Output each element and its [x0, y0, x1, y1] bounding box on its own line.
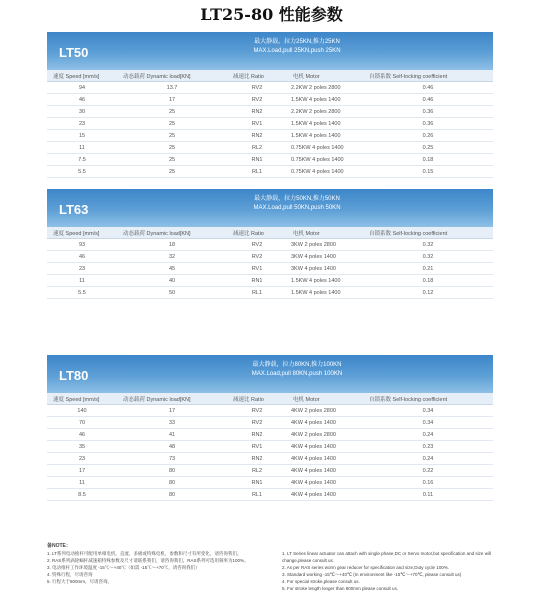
table-row — [47, 489, 493, 501]
table-row — [47, 275, 493, 287]
cell-motor: 3KW 2 poles 2800 — [291, 241, 336, 248]
cell-load: 17 — [168, 407, 176, 414]
cell-motor: 4KW 4 poles 1400 — [291, 467, 336, 474]
cell-load: 33 — [168, 419, 176, 426]
table-header-banner — [47, 355, 493, 393]
cell-motor: 0.75KW 4 poles 1400 — [291, 144, 344, 151]
cell-coefficient: 0.26 — [422, 132, 434, 139]
cell-load: 80 — [168, 479, 176, 486]
cell-motor: 4KW 2 poles 2800 — [291, 431, 336, 438]
cell-motor: 0.75KW 4 poles 1400 — [291, 168, 344, 175]
max-load-cn: 最大静载，拉力50KN,推力50KN — [254, 196, 340, 202]
note-item: 3. 电动推杆工作环境温度 -15℃～+40℃（如需 -15℃～+70℃，请咨询我们） — [47, 565, 200, 570]
cell-coefficient: 0.24 — [422, 431, 434, 438]
cell-speed: 70 — [78, 419, 86, 426]
cell-speed: 140 — [77, 407, 87, 414]
cell-coefficient: 0.15 — [422, 168, 434, 175]
table-header-banner — [47, 189, 493, 227]
spec-table-lt80 — [47, 355, 493, 501]
column-headers — [47, 393, 493, 405]
header-coefficient: 自锁系数 Self-locking coefficient — [369, 230, 448, 237]
table-row — [47, 429, 493, 441]
table-row — [47, 263, 493, 275]
spec-table-lt63 — [47, 189, 493, 299]
header-load: 动态载荷 Dynamic load[KN] — [123, 396, 191, 403]
table-row — [47, 94, 493, 106]
cell-coefficient: 0.36 — [422, 108, 434, 115]
cell-load: 40 — [168, 277, 176, 284]
header-motor: 电机 Motor — [293, 230, 320, 237]
cell-ratio: RV2 — [251, 241, 263, 248]
cell-speed: 46 — [78, 96, 86, 103]
cell-speed: 23 — [78, 265, 86, 272]
cell-ratio: RV1 — [251, 120, 263, 127]
cell-load: 50 — [168, 289, 176, 296]
table-body — [47, 239, 493, 299]
cell-ratio: RL2 — [251, 467, 263, 474]
max-load-cn: 最大静载，拉力25KN,推力25KN — [254, 39, 340, 45]
header-load: 动态载荷 Dynamic load[KN] — [123, 73, 191, 80]
header-motor: 电机 Motor — [293, 73, 320, 80]
cell-load: 13.7 — [166, 84, 178, 91]
cell-speed: 23 — [78, 455, 86, 462]
cell-coefficient: 0.24 — [422, 455, 434, 462]
header-coefficient: 自锁系数 Self-locking coefficient — [369, 396, 448, 403]
table-body — [47, 82, 493, 178]
note-item: 5. For stroke length longer than 800mm please consult us. — [282, 586, 399, 591]
note-item: 1. LT Series linear actuator can attach with single phase,DC or Servo motor,but specification and size will change,please consult us. — [282, 551, 491, 563]
cell-load: 32 — [168, 253, 176, 260]
note-item: 2. RAS系列涡轮蜗杆减速箱特殊参数及尺寸请联系我们，请咨询我们，RAS系列可选用频率为100%。 — [47, 558, 249, 563]
cell-ratio: RL2 — [251, 144, 263, 151]
cell-coefficient: 0.22 — [422, 467, 434, 474]
header-ratio: 减速比 Ratio — [233, 73, 264, 80]
cell-motor: 1.5KW 4 poles 1400 — [291, 277, 341, 284]
table-header-banner — [47, 32, 493, 70]
header-speed: 速度 Speed [mm/s] — [53, 230, 100, 237]
cell-load: 25 — [168, 120, 176, 127]
table-row — [47, 465, 493, 477]
model-name: LT50 — [59, 45, 89, 60]
cell-motor: 3KW 4 poles 1400 — [291, 253, 336, 260]
note-item: 5. 行程大于800mm，尽请咨询。 — [47, 579, 113, 584]
cell-ratio: RV2 — [251, 419, 263, 426]
cell-coefficient: 0.32 — [422, 253, 434, 260]
cell-speed: 8.5 — [78, 491, 86, 498]
table-row — [47, 477, 493, 489]
header-speed: 速度 Speed [mm/s] — [53, 73, 100, 80]
cell-ratio: RN1 — [251, 156, 263, 163]
cell-ratio: RV2 — [251, 96, 263, 103]
cell-load: 25 — [168, 132, 176, 139]
cell-motor: 1.5KW 4 poles 1400 — [291, 96, 341, 103]
cell-motor: 4KW 4 poles 1400 — [291, 479, 336, 486]
table-row — [47, 82, 493, 94]
cell-speed: 5.5 — [78, 168, 86, 175]
cell-coefficient: 0.11 — [422, 491, 434, 498]
cell-coefficient: 0.34 — [422, 407, 434, 414]
header-ratio: 减速比 Ratio — [233, 230, 264, 237]
cell-load: 25 — [168, 108, 176, 115]
note-item: 1. LT系列电动推杆可配用单相电机，直流、多极或特殊电机，参数和尺寸有所变化，请咨询我们。 — [47, 551, 242, 556]
cell-motor: 1.5KW 4 poles 1400 — [291, 132, 341, 139]
cell-ratio: RV1 — [251, 265, 263, 272]
max-load-en: MAX.Load,pull 80KN,push 100KN — [251, 371, 343, 377]
cell-ratio: RN2 — [251, 431, 263, 438]
page-title: LT25-80 性能参数 — [200, 5, 343, 24]
cell-ratio: RN2 — [251, 132, 263, 139]
cell-coefficient: 0.18 — [422, 156, 434, 163]
cell-motor: 4KW 4 poles 1400 — [291, 491, 336, 498]
header-speed: 速度 Speed [mm/s] — [53, 396, 100, 403]
note-item: 2. As per RAS series worm gear reducer for specification and size,Duty cycle 100%. — [282, 565, 450, 570]
spec-table-lt50 — [47, 32, 493, 178]
cell-speed: 23 — [78, 120, 86, 127]
cell-coefficient: 0.36 — [422, 120, 434, 127]
cell-coefficient: 0.16 — [422, 479, 434, 486]
table-row — [47, 405, 493, 417]
cell-coefficient: 0.12 — [422, 289, 434, 296]
max-load-en: MAX.Load,pull 50KN,push 50KN — [253, 205, 341, 211]
cell-coefficient: 0.32 — [422, 241, 434, 248]
table-row — [47, 130, 493, 142]
cell-speed: 7.5 — [78, 156, 86, 163]
cell-coefficient: 0.21 — [422, 265, 434, 272]
cell-speed: 11 — [79, 479, 85, 486]
cell-speed: 93 — [78, 241, 86, 248]
table-row — [47, 166, 493, 178]
table-body — [47, 405, 493, 501]
cell-coefficient: 0.46 — [422, 96, 434, 103]
notes-title: 备NOTE： — [47, 543, 71, 549]
cell-speed: 5.5 — [78, 289, 86, 296]
cell-speed: 11 — [79, 277, 85, 284]
cell-motor: 2.2KW 2 poles 2800 — [291, 84, 341, 91]
table-row — [47, 441, 493, 453]
header-motor: 电机 Motor — [293, 396, 320, 403]
cell-speed: 46 — [78, 253, 86, 260]
column-headers — [47, 227, 493, 239]
model-name: LT80 — [59, 368, 89, 383]
cell-ratio: RV2 — [251, 84, 263, 91]
table-row — [47, 106, 493, 118]
cell-coefficient: 0.18 — [422, 277, 434, 284]
column-headers — [47, 70, 493, 82]
table-row — [47, 142, 493, 154]
cell-load: 48 — [168, 443, 176, 450]
cell-coefficient: 0.34 — [422, 419, 434, 426]
cell-ratio: RN1 — [251, 479, 263, 486]
max-load-en: MAX.Load,pull 25KN,push 25KN — [253, 48, 341, 54]
note-item: 4. For special stroke,please consult us. — [282, 579, 360, 584]
note-item: 4. 特殊行程，尽请咨询 — [47, 572, 93, 577]
max-load-cn: 最大静载，拉力80KN,推力100KN — [252, 362, 342, 368]
cell-coefficient: 0.23 — [422, 443, 434, 450]
cell-ratio: RN1 — [251, 277, 263, 284]
cell-load: 25 — [168, 144, 176, 151]
cell-speed: 35 — [78, 443, 86, 450]
cell-coefficient: 0.46 — [422, 84, 434, 91]
note-item: 3. Standard working -15℃～+40℃ (In environment like -15℃～+70℃, please consult us) — [282, 572, 462, 577]
cell-motor: 4KW 4 poles 1400 — [291, 443, 336, 450]
cell-speed: 17 — [78, 467, 86, 474]
notes-chinese — [47, 550, 272, 592]
table-row — [47, 251, 493, 263]
cell-ratio: RV2 — [251, 253, 263, 260]
cell-load: 80 — [168, 467, 176, 474]
cell-load: 25 — [168, 168, 176, 175]
cell-load: 17 — [168, 96, 176, 103]
cell-speed: 94 — [78, 84, 86, 91]
notes-english — [282, 550, 507, 592]
table-row — [47, 417, 493, 429]
cell-motor: 3KW 4 poles 1400 — [291, 265, 336, 272]
cell-speed: 46 — [78, 431, 86, 438]
model-name: LT63 — [59, 202, 89, 217]
cell-speed: 15 — [78, 132, 86, 139]
cell-motor: 0.75KW 4 poles 1400 — [291, 156, 344, 163]
cell-motor: 4KW 4 poles 1400 — [291, 419, 336, 426]
table-row — [47, 118, 493, 130]
cell-motor: 2.2KW 2 poles 2800 — [291, 108, 341, 115]
header-coefficient: 自锁系数 Self-locking coefficient — [369, 73, 448, 80]
cell-ratio: RN2 — [251, 108, 263, 115]
cell-load: 41 — [168, 431, 176, 438]
header-ratio: 减速比 Ratio — [233, 396, 264, 403]
cell-speed: 30 — [78, 108, 86, 115]
cell-ratio: RV1 — [251, 443, 263, 450]
cell-motor: 1.5KW 4 poles 1400 — [291, 289, 341, 296]
cell-ratio: RL1 — [251, 289, 263, 296]
table-row — [47, 453, 493, 465]
cell-motor: 1.5KW 4 poles 1400 — [291, 120, 341, 127]
cell-load: 45 — [168, 265, 176, 272]
header-load: 动态载荷 Dynamic load[KN] — [123, 230, 191, 237]
cell-ratio: RL1 — [251, 491, 263, 498]
cell-load: 18 — [168, 241, 176, 248]
cell-ratio: RN2 — [251, 455, 263, 462]
table-row — [47, 239, 493, 251]
cell-ratio: RV2 — [251, 407, 263, 414]
cell-motor: 4KW 4 poles 1400 — [291, 455, 336, 462]
table-row — [47, 154, 493, 166]
table-row — [47, 287, 493, 299]
cell-load: 25 — [168, 156, 176, 163]
notes-section — [47, 543, 507, 592]
cell-speed: 11 — [79, 144, 85, 151]
cell-coefficient: 0.25 — [422, 144, 434, 151]
cell-ratio: RL1 — [251, 168, 263, 175]
cell-load: 80 — [168, 491, 176, 498]
cell-motor: 4KW 2 poles 2800 — [291, 407, 336, 414]
cell-load: 73 — [168, 455, 176, 462]
